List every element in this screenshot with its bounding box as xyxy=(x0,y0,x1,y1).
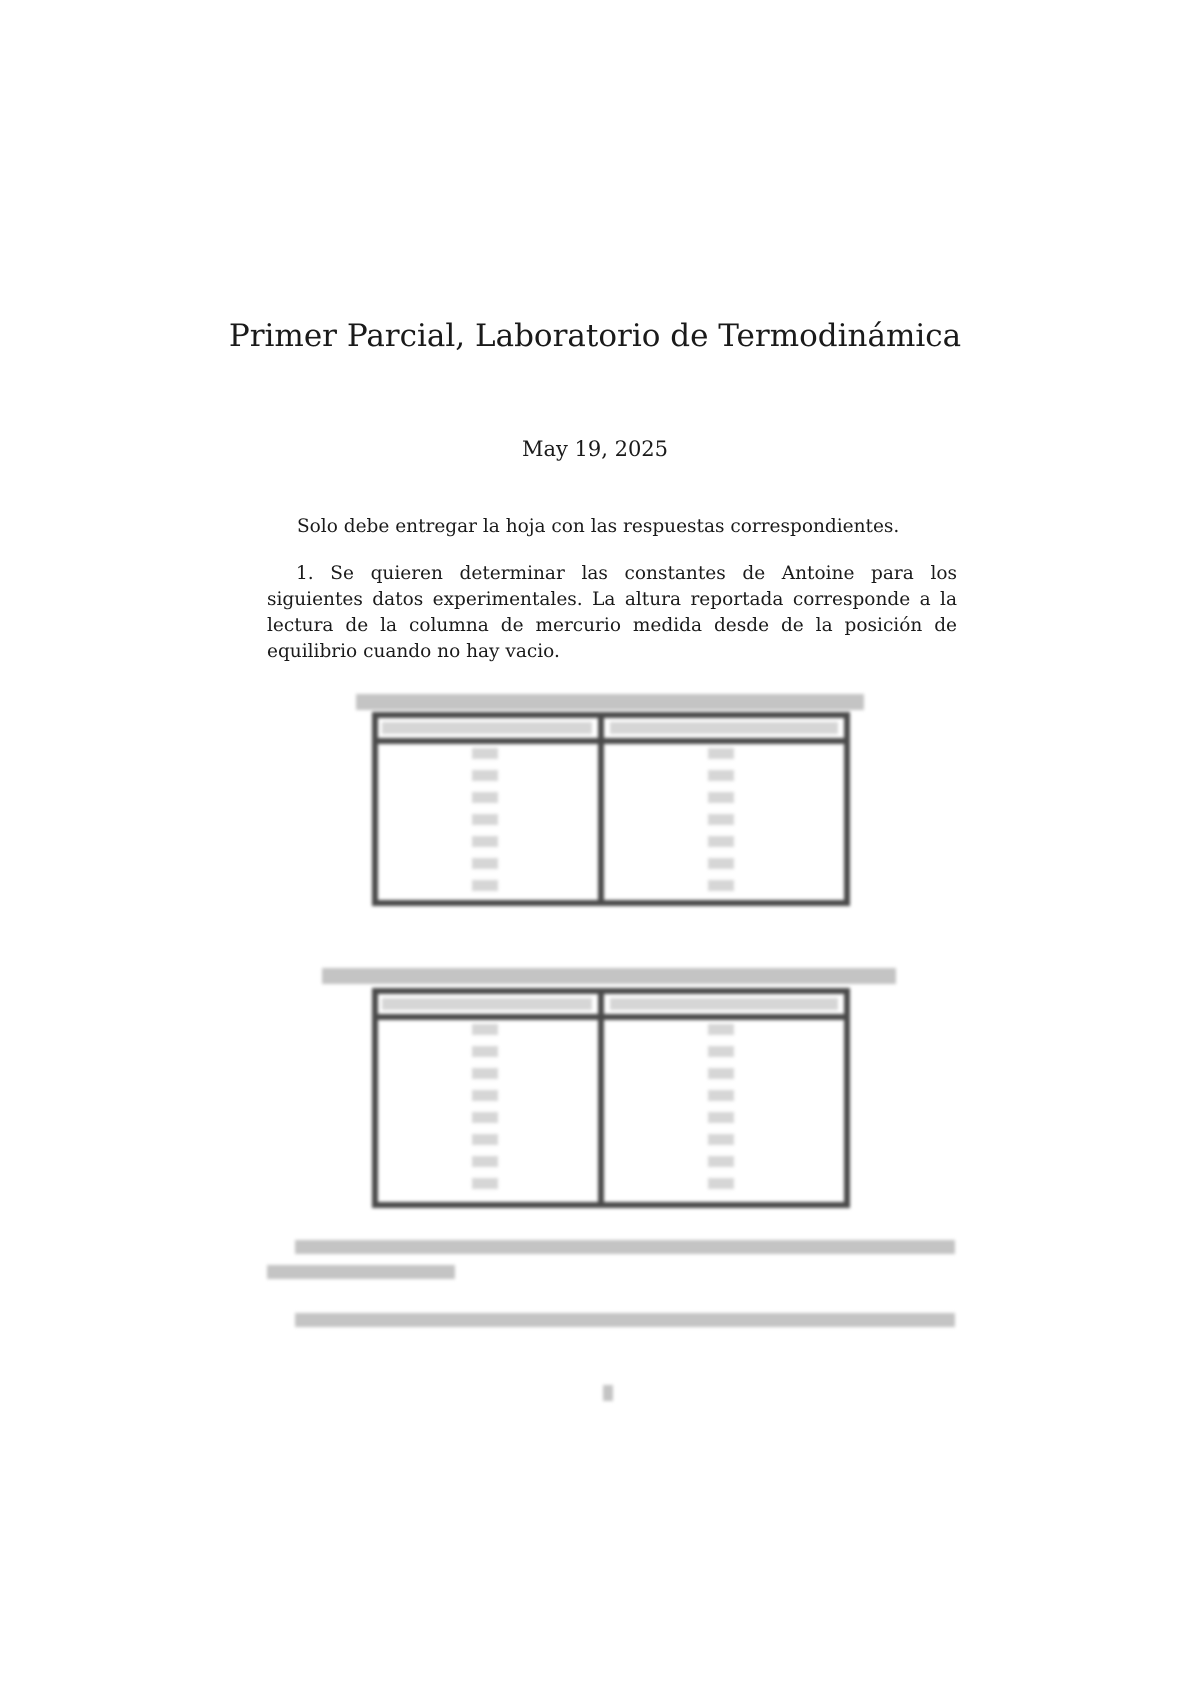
document-date: May 19, 2025 xyxy=(521,437,669,461)
table-1-row-3-right xyxy=(708,792,734,803)
table-2-row-5-right xyxy=(708,1112,734,1123)
table-1-frame-bottom xyxy=(372,900,850,906)
table-2-row-4-left xyxy=(472,1090,498,1101)
table-1-frame-top xyxy=(372,712,850,718)
table-2-frame-left xyxy=(372,988,378,1208)
table-2-row-8-left xyxy=(472,1178,498,1189)
table-2-row-1-left xyxy=(472,1024,498,1035)
table-2-frame-right xyxy=(844,988,850,1208)
table-2-frame-top xyxy=(372,988,850,994)
table-2-caption xyxy=(322,968,896,984)
table-2-header-rule xyxy=(372,1014,850,1020)
instructions-text: Solo debe entregar la hoja con las respuestas correspondientes. xyxy=(297,516,900,537)
table-2-row-2-right xyxy=(708,1046,734,1057)
table-1-row-6-right xyxy=(708,858,734,869)
table-2-row-5-left xyxy=(472,1112,498,1123)
table-2-row-7-left xyxy=(472,1156,498,1167)
table-1-row-5-right xyxy=(708,836,734,847)
table-1-row-1-left xyxy=(472,748,498,759)
table-1-row-6-left xyxy=(472,858,498,869)
table-2-row-7-right xyxy=(708,1156,734,1167)
table-2-row-3-right xyxy=(708,1068,734,1079)
table-1-row-5-left xyxy=(472,836,498,847)
table-2-row-6-left xyxy=(472,1134,498,1145)
table-1-header-right xyxy=(610,722,838,734)
table-1-row-7-right xyxy=(708,880,734,891)
table-2-row-8-right xyxy=(708,1178,734,1189)
table-2-frame-bottom xyxy=(372,1202,850,1208)
table-2-row-1-right xyxy=(708,1024,734,1035)
question-1-text: 1. Se quieren determinar las constantes de Antoine para los siguientes datos experimentales. La altura reportada corresponde a la lectura de la columna de mercurio medida desde de la posición de equilibrio cuando no hay vacio. xyxy=(267,563,957,662)
question-2-line-1 xyxy=(295,1240,955,1254)
table-2-row-2-left xyxy=(472,1046,498,1057)
table-2-header-right xyxy=(610,998,838,1010)
table-1-header-rule xyxy=(372,738,850,744)
table-2-header-left xyxy=(382,998,592,1010)
table-2-row-6-right xyxy=(708,1134,734,1145)
table-2-row-4-right xyxy=(708,1090,734,1101)
table-1-row-7-left xyxy=(472,880,498,891)
table-2-row-3-left xyxy=(472,1068,498,1079)
table-1-row-4-right xyxy=(708,814,734,825)
table-1-header-left xyxy=(382,722,592,734)
question-3-line-1 xyxy=(295,1313,955,1327)
table-1-row-3-left xyxy=(472,792,498,803)
table-1-row-2-left xyxy=(472,770,498,781)
table-1-row-2-right xyxy=(708,770,734,781)
table-2-column-divider xyxy=(598,988,604,1208)
table-1-row-1-right xyxy=(708,748,734,759)
page-number xyxy=(603,1385,613,1401)
table-1-caption xyxy=(356,694,864,710)
table-1-row-4-left xyxy=(472,814,498,825)
document-title: Primer Parcial, Laboratorio de Termodinámica xyxy=(228,318,962,354)
question-2-line-2 xyxy=(267,1265,455,1279)
